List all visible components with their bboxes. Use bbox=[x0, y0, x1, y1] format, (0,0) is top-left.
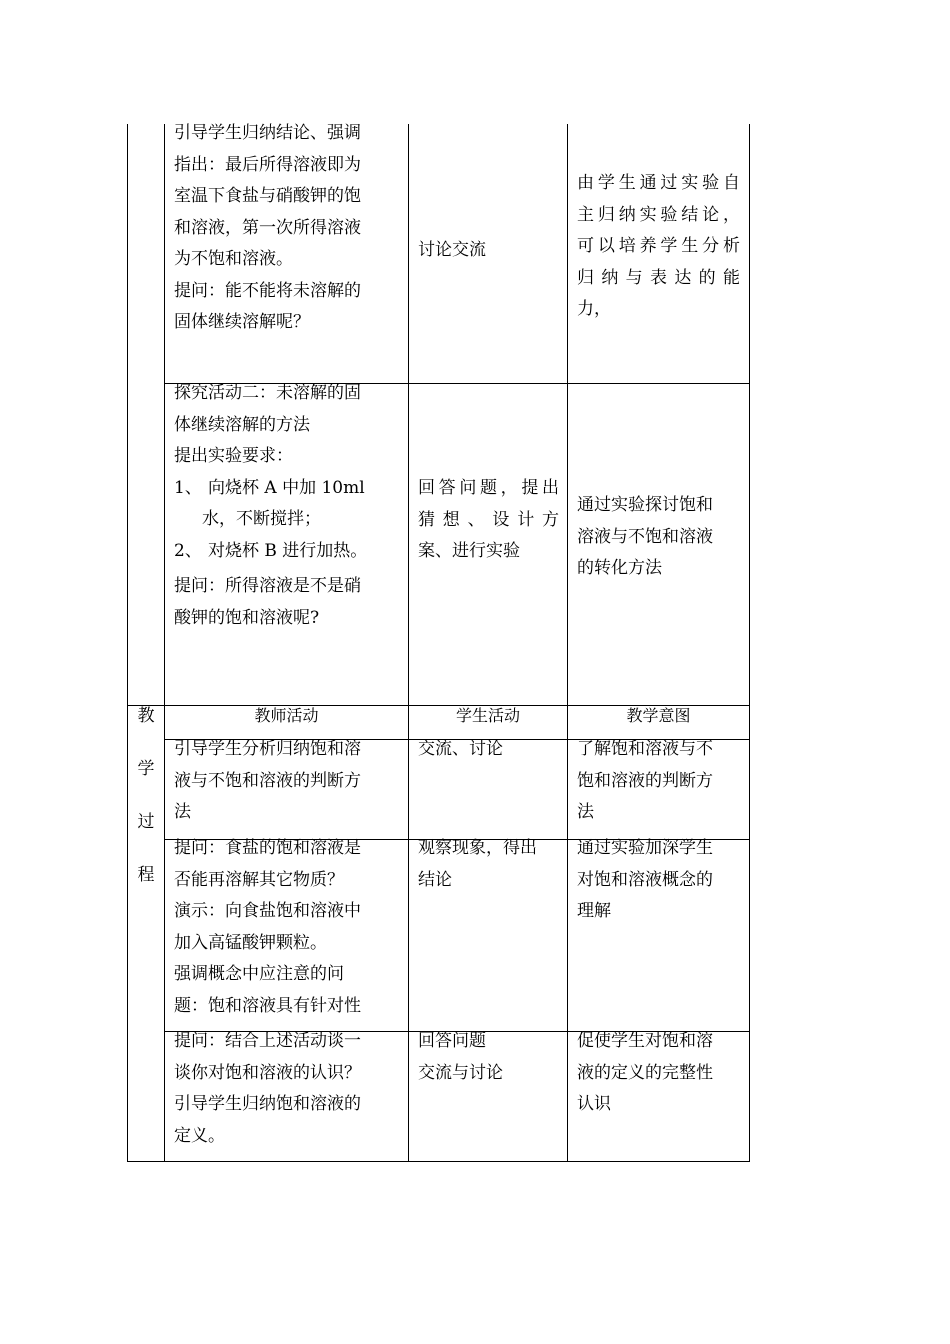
text-line: 向烧杯 A 中加 10ml bbox=[208, 477, 365, 498]
section-label-char: 学 bbox=[137, 759, 155, 779]
table-border-right bbox=[749, 124, 750, 1162]
table-border-bottom bbox=[127, 1161, 750, 1162]
text-line: 回答问题，提出 bbox=[418, 478, 559, 498]
text-line: 引导学生归纳结论、强调 bbox=[174, 123, 361, 143]
text-line: 由学生通过实验自 bbox=[577, 173, 740, 193]
student-activity-cell bbox=[418, 734, 560, 766]
student-activity-cell bbox=[418, 473, 559, 568]
list-number: 2、 bbox=[174, 540, 202, 561]
text-line: 引导学生归纳饱和溶液的 bbox=[174, 1094, 361, 1114]
text-line: 提问：食盐的饱和溶液是 bbox=[174, 838, 361, 858]
text-line: 谈你对饱和溶液的认识？ bbox=[174, 1062, 361, 1083]
text-line: 题：饱和溶液具有针对性 bbox=[174, 995, 361, 1016]
text-line: 回答问题 bbox=[418, 1031, 486, 1051]
text-line: 力， bbox=[577, 299, 611, 319]
list-number: 1、 bbox=[174, 477, 202, 498]
text-line: 提出实验要求： bbox=[174, 446, 293, 466]
teacher-activity-cell bbox=[174, 1026, 394, 1152]
teaching-intent-cell bbox=[577, 1026, 740, 1121]
section-label bbox=[128, 690, 164, 902]
text-line: 交流、讨论 bbox=[418, 739, 503, 759]
text-line: 溶液与不饱和溶液 bbox=[577, 526, 713, 547]
text-line: 引导学生分析归纳饱和溶 bbox=[174, 739, 361, 759]
text-line: 提问：所得溶液是不是硝 bbox=[174, 576, 361, 596]
section-label-char: 程 bbox=[137, 865, 155, 885]
text-line: 通过实验加深学生 bbox=[577, 838, 713, 858]
text-line: 讨论交流 bbox=[418, 240, 486, 260]
text-line: 探究活动二：未溶解的固 bbox=[174, 383, 361, 403]
text-line: 法 bbox=[577, 802, 594, 822]
teaching-intent-cell bbox=[577, 490, 740, 585]
text-line: 否能再溶解其它物质？ bbox=[174, 869, 344, 890]
teaching-intent-cell bbox=[577, 833, 740, 928]
text-line: 结论 bbox=[418, 869, 452, 890]
teaching-intent-cell bbox=[577, 168, 740, 326]
list-item bbox=[174, 536, 394, 568]
teaching-intent-cell bbox=[577, 734, 740, 829]
text-line: 可以培养学生分析 bbox=[577, 236, 740, 256]
text-line: 演示：向食盐饱和溶液中 bbox=[174, 901, 361, 921]
teacher-activity-cell bbox=[174, 833, 394, 1022]
text-line: 的转化方法 bbox=[577, 558, 662, 578]
text-line: 液的定义的完整性 bbox=[577, 1062, 713, 1083]
text-line: 固体继续溶解呢？ bbox=[174, 312, 310, 332]
header-teaching-intent: 教学意图 bbox=[626, 706, 691, 725]
header-student-activity: 学生活动 bbox=[455, 706, 520, 725]
text-line: 指出：最后所得溶液即为 bbox=[174, 154, 361, 175]
text-line: 液与不饱和溶液的判断方 bbox=[174, 770, 361, 791]
text-line: 促使学生对饱和溶 bbox=[577, 1031, 713, 1051]
text-line: 了解饱和溶液与不 bbox=[577, 739, 713, 759]
list-item-continued bbox=[174, 504, 394, 536]
student-activity-cell bbox=[418, 235, 560, 267]
text-line: 观察现象，得出 bbox=[418, 838, 537, 858]
text-line: 认识 bbox=[577, 1094, 611, 1114]
text-line: 猜想、设计方 bbox=[418, 509, 559, 530]
list-item bbox=[174, 473, 394, 505]
table-divider-student bbox=[567, 124, 568, 1162]
student-activity-cell bbox=[418, 1026, 560, 1089]
text-line: 提问：能不能将未溶解的 bbox=[174, 280, 361, 301]
teacher-activity-cell bbox=[174, 734, 394, 829]
table-border-left bbox=[127, 124, 128, 1162]
text-line: 强调概念中应注意的问 bbox=[174, 964, 344, 984]
section-label-char: 过 bbox=[137, 812, 155, 832]
table-divider-teacher bbox=[408, 124, 409, 1162]
text-line: 对烧杯 B 进行加热。 bbox=[208, 540, 368, 561]
teacher-activity-cell bbox=[174, 378, 394, 634]
text-line: 案、进行实验 bbox=[418, 541, 520, 561]
text-line: 定义。 bbox=[174, 1125, 225, 1146]
text-line: 提问：结合上述活动谈一 bbox=[174, 1031, 361, 1051]
text-line: 主归纳实验结论， bbox=[577, 204, 740, 225]
student-activity-cell bbox=[418, 833, 560, 896]
text-line: 对饱和溶液概念的 bbox=[577, 869, 713, 890]
teacher-activity-cell bbox=[174, 118, 388, 339]
text-line: 饱和溶液的判断方 bbox=[577, 770, 713, 791]
section-label-char: 教 bbox=[137, 706, 155, 726]
text-line: 体继续溶解的方法 bbox=[174, 414, 310, 435]
text-line: 酸钾的饱和溶液呢? bbox=[174, 607, 320, 628]
text-line: 水，不断搅拌； bbox=[202, 509, 321, 529]
table-divider-side bbox=[164, 124, 165, 1162]
text-line: 加入高锰酸钾颗粒。 bbox=[174, 932, 327, 953]
text-line: 归纳与表达的能 bbox=[577, 267, 740, 288]
text-line: 法 bbox=[174, 802, 191, 822]
text-line: 理解 bbox=[577, 901, 611, 921]
text-line: 和溶液，第一次所得溶液 bbox=[174, 217, 361, 238]
text-line: 室温下食盐与硝酸钾的饱 bbox=[174, 186, 361, 206]
text-line: 通过实验探讨饱和 bbox=[577, 495, 713, 515]
text-line: 为不饱和溶液。 bbox=[174, 249, 293, 269]
header-teacher-activity: 教师活动 bbox=[254, 706, 319, 725]
text-line: 交流与讨论 bbox=[418, 1062, 503, 1083]
